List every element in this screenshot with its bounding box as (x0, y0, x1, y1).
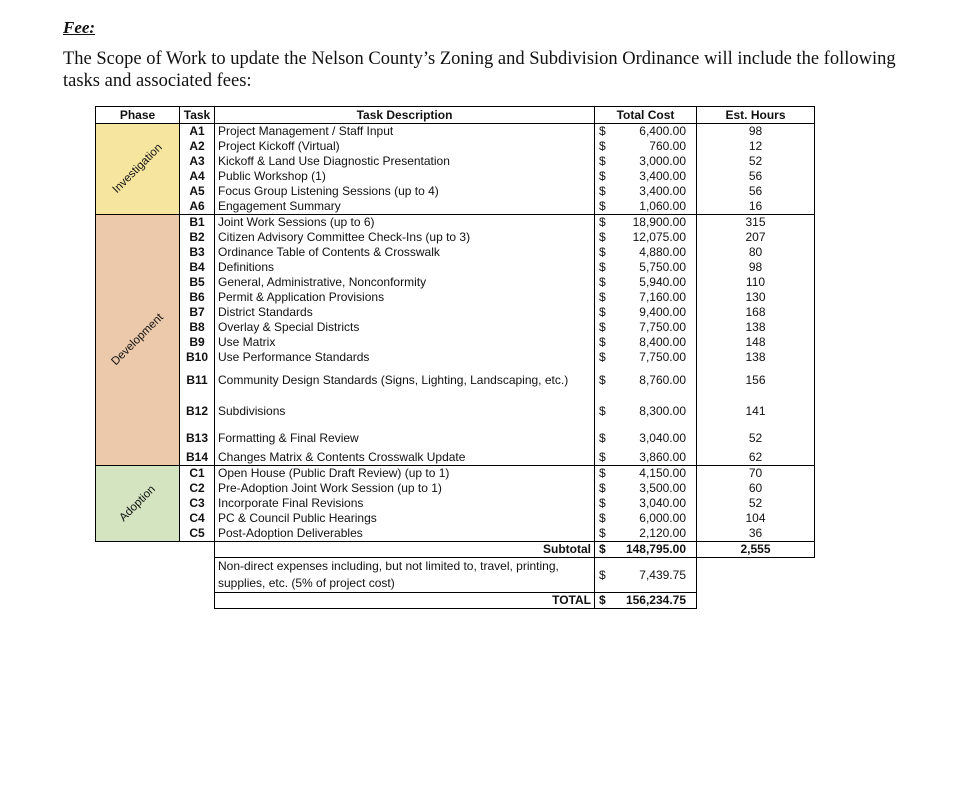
task-hours: 168 (697, 305, 815, 320)
subtotal-row (96, 542, 815, 558)
currency-symbol: $ (595, 466, 617, 482)
task-description: Joint Work Sessions (up to 6) (215, 215, 595, 231)
currency-symbol: $ (595, 427, 617, 450)
task-description: Overlay & Special Districts (215, 320, 595, 335)
task-cost: 3,400.00 (617, 169, 697, 184)
table-row (96, 335, 815, 350)
task-cost: 8,400.00 (617, 335, 697, 350)
currency-symbol: $ (595, 450, 617, 466)
task-cost: 5,750.00 (617, 260, 697, 275)
task-description: Project Management / Staff Input (215, 124, 595, 140)
task-id: B13 (180, 427, 215, 450)
task-cost: 8,760.00 (617, 365, 697, 396)
table-row (96, 139, 815, 154)
task-id: B10 (180, 350, 215, 365)
task-id: B7 (180, 305, 215, 320)
table-row (96, 365, 815, 396)
task-cost: 6,400.00 (617, 124, 697, 140)
phase-label: Investigation (110, 141, 165, 196)
task-description: Incorporate Final Revisions (215, 496, 595, 511)
table-row (96, 230, 815, 245)
task-id: C1 (180, 466, 215, 482)
task-cost: 3,500.00 (617, 481, 697, 496)
table-row (96, 154, 815, 169)
table-row (96, 215, 815, 231)
task-cost: 12,075.00 (617, 230, 697, 245)
table-row (96, 396, 815, 427)
task-id: B11 (180, 365, 215, 396)
task-cost: 5,940.00 (617, 275, 697, 290)
task-id: B4 (180, 260, 215, 275)
currency-symbol: $ (595, 320, 617, 335)
task-hours: 62 (697, 450, 815, 466)
task-hours: 12 (697, 139, 815, 154)
expenses-cost: 7,439.75 (617, 558, 697, 593)
currency-symbol: $ (595, 139, 617, 154)
phase-cell (96, 215, 180, 466)
task-cost: 9,400.00 (617, 305, 697, 320)
task-id: B2 (180, 230, 215, 245)
task-hours: 138 (697, 350, 815, 365)
phase-label: Adoption (116, 482, 158, 524)
task-description: Public Workshop (1) (215, 169, 595, 184)
task-hours: 207 (697, 230, 815, 245)
task-hours: 98 (697, 260, 815, 275)
col-header-description: Task Description (215, 107, 595, 124)
table-footer (96, 542, 815, 609)
task-id: B5 (180, 275, 215, 290)
task-id: A1 (180, 124, 215, 140)
currency-symbol: $ (595, 290, 617, 305)
task-id: C3 (180, 496, 215, 511)
task-cost: 760.00 (617, 139, 697, 154)
currency-symbol: $ (595, 215, 617, 231)
task-description: General, Administrative, Nonconformity (215, 275, 595, 290)
table-row (96, 124, 815, 140)
table-row (96, 305, 815, 320)
task-description: Use Matrix (215, 335, 595, 350)
currency-symbol: $ (595, 526, 617, 542)
task-hours: 104 (697, 511, 815, 526)
task-hours: 315 (697, 215, 815, 231)
task-description: Engagement Summary (215, 199, 595, 215)
task-cost: 7,750.00 (617, 320, 697, 335)
task-cost: 3,040.00 (617, 496, 697, 511)
task-id: B3 (180, 245, 215, 260)
task-description: Post-Adoption Deliverables (215, 526, 595, 542)
task-cost: 4,150.00 (617, 466, 697, 482)
currency-symbol: $ (595, 199, 617, 215)
currency-symbol: $ (595, 365, 617, 396)
table-row (96, 275, 815, 290)
task-id: B9 (180, 335, 215, 350)
task-hours: 98 (697, 124, 815, 140)
task-description: Permit & Application Provisions (215, 290, 595, 305)
task-description: Focus Group Listening Sessions (up to 4) (215, 184, 595, 199)
total-currency: $ (595, 593, 617, 609)
task-id: B8 (180, 320, 215, 335)
task-description: Definitions (215, 260, 595, 275)
task-hours: 52 (697, 496, 815, 511)
total-cost: 156,234.75 (617, 593, 697, 609)
fee-table (95, 106, 815, 609)
task-cost: 3,400.00 (617, 184, 697, 199)
task-cost: 3,860.00 (617, 450, 697, 466)
task-hours: 36 (697, 526, 815, 542)
task-id: B12 (180, 396, 215, 427)
task-cost: 6,000.00 (617, 511, 697, 526)
task-description: Formatting & Final Review (215, 427, 595, 450)
task-id: A3 (180, 154, 215, 169)
task-hours: 110 (697, 275, 815, 290)
subtotal-cost: 148,795.00 (617, 542, 697, 558)
currency-symbol: $ (595, 481, 617, 496)
task-id: A2 (180, 139, 215, 154)
table-row (96, 320, 815, 335)
currency-symbol: $ (595, 335, 617, 350)
expenses-label: Non-direct expenses including, but not limited to, travel, printing, supplies, etc. (5% of project cost) (215, 558, 595, 593)
currency-symbol: $ (595, 245, 617, 260)
expenses-currency: $ (595, 558, 617, 593)
task-hours: 148 (697, 335, 815, 350)
task-description: Subdivisions (215, 396, 595, 427)
task-hours: 52 (697, 427, 815, 450)
table-row (96, 526, 815, 542)
task-hours: 56 (697, 184, 815, 199)
table-row (96, 481, 815, 496)
phase-cell (96, 466, 180, 542)
task-cost: 3,000.00 (617, 154, 697, 169)
table-row (96, 260, 815, 275)
task-hours: 156 (697, 365, 815, 396)
table-header-row (96, 107, 815, 124)
currency-symbol: $ (595, 230, 617, 245)
col-header-hours: Est. Hours (697, 107, 815, 124)
task-id: A4 (180, 169, 215, 184)
task-cost: 7,160.00 (617, 290, 697, 305)
task-id: A5 (180, 184, 215, 199)
task-hours: 138 (697, 320, 815, 335)
task-hours: 16 (697, 199, 815, 215)
phase-cell (96, 124, 180, 215)
task-description: Open House (Public Draft Review) (up to 1) (215, 466, 595, 482)
task-cost: 4,880.00 (617, 245, 697, 260)
table-row (96, 496, 815, 511)
task-description: Pre-Adoption Joint Work Session (up to 1) (215, 481, 595, 496)
task-description: Citizen Advisory Committee Check-Ins (up to 3) (215, 230, 595, 245)
table-row (96, 511, 815, 526)
table-row (96, 184, 815, 199)
task-description: Ordinance Table of Contents & Crosswalk (215, 245, 595, 260)
task-description: PC & Council Public Hearings (215, 511, 595, 526)
table-row (96, 450, 815, 466)
currency-symbol: $ (595, 511, 617, 526)
currency-symbol: $ (595, 350, 617, 365)
section-heading: Fee: (63, 18, 96, 37)
task-id: B1 (180, 215, 215, 231)
currency-symbol: $ (595, 305, 617, 320)
currency-symbol: $ (595, 260, 617, 275)
currency-symbol: $ (595, 124, 617, 140)
currency-symbol: $ (595, 396, 617, 427)
currency-symbol: $ (595, 184, 617, 199)
currency-symbol: $ (595, 154, 617, 169)
task-hours: 70 (697, 466, 815, 482)
task-id: C5 (180, 526, 215, 542)
task-description: Kickoff & Land Use Diagnostic Presentation (215, 154, 595, 169)
task-hours: 130 (697, 290, 815, 305)
task-cost: 3,040.00 (617, 427, 697, 450)
col-header-task: Task (180, 107, 215, 124)
task-id: B14 (180, 450, 215, 466)
task-hours: 52 (697, 154, 815, 169)
total-label: TOTAL (215, 593, 595, 609)
task-hours: 80 (697, 245, 815, 260)
table-row (96, 350, 815, 365)
table-row (96, 290, 815, 305)
table-row (96, 169, 815, 184)
phase-label: Development (108, 311, 166, 368)
table-row (96, 466, 815, 482)
task-id: B6 (180, 290, 215, 305)
currency-symbol: $ (595, 496, 617, 511)
task-description: Project Kickoff (Virtual) (215, 139, 595, 154)
currency-symbol: $ (595, 275, 617, 290)
task-hours: 141 (697, 396, 815, 427)
total-row (96, 593, 815, 609)
intro-paragraph: The Scope of Work to update the Nelson County’s Zoning and Subdivision Ordinance will include the following tasks and associated fees: (63, 49, 896, 91)
task-cost: 18,900.00 (617, 215, 697, 231)
col-header-phase: Phase (96, 107, 180, 124)
task-id: C4 (180, 511, 215, 526)
task-description: Changes Matrix & Contents Crosswalk Update (215, 450, 595, 466)
task-description: Use Performance Standards (215, 350, 595, 365)
table-row (96, 245, 815, 260)
currency-symbol: $ (595, 169, 617, 184)
table-row (96, 427, 815, 450)
subtotal-label: Subtotal (215, 542, 595, 558)
task-hours: 60 (697, 481, 815, 496)
task-description: Community Design Standards (Signs, Lighting, Landscaping, etc.) (215, 365, 595, 396)
task-id: C2 (180, 481, 215, 496)
col-header-cost: Total Cost (595, 107, 697, 124)
table-body (96, 124, 815, 542)
expenses-row (96, 558, 815, 593)
task-id: A6 (180, 199, 215, 215)
subtotal-currency: $ (595, 542, 617, 558)
task-description: District Standards (215, 305, 595, 320)
task-cost: 8,300.00 (617, 396, 697, 427)
task-cost: 1,060.00 (617, 199, 697, 215)
subtotal-hours: 2,555 (697, 542, 815, 558)
table-row (96, 199, 815, 215)
task-cost: 2,120.00 (617, 526, 697, 542)
task-hours: 56 (697, 169, 815, 184)
task-cost: 7,750.00 (617, 350, 697, 365)
